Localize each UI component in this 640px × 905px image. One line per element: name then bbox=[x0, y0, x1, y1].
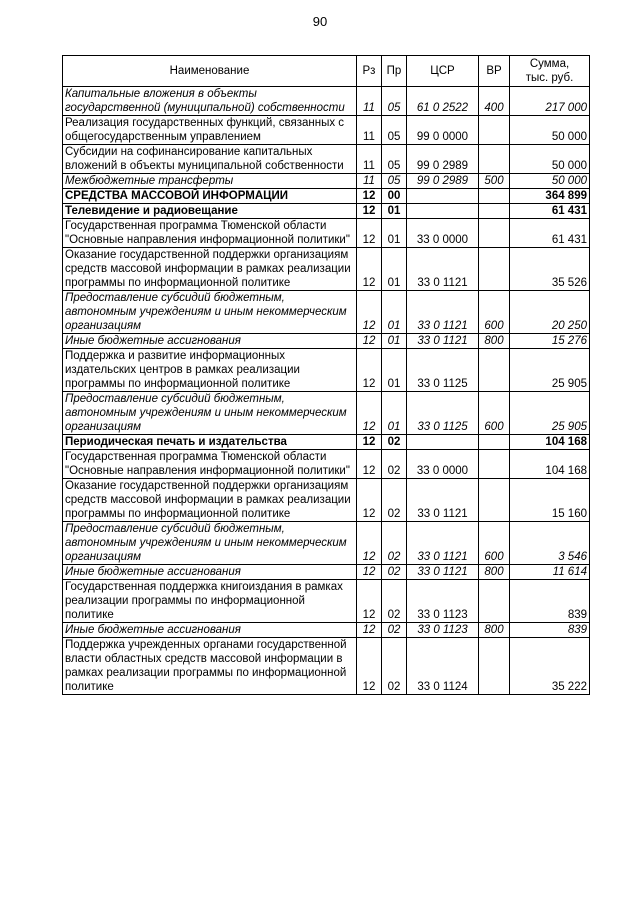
cell-csr: 61 0 2522 bbox=[407, 87, 479, 116]
cell-rz: 12 bbox=[357, 291, 382, 334]
cell-rz: 12 bbox=[357, 623, 382, 638]
table-row bbox=[63, 349, 590, 392]
table-row bbox=[63, 522, 590, 565]
cell-name: Реализация государственных функций, связанных с общегосударственным управлением bbox=[63, 116, 357, 145]
cell-name: Предоставление субсидий бюджетным, автономным учреждениям и иным некоммерческим организациям bbox=[63, 291, 357, 334]
cell-name: Предоставление субсидий бюджетным, автономным учреждениям и иным некоммерческим организациям bbox=[63, 392, 357, 435]
cell-csr: 33 0 1124 bbox=[407, 638, 479, 695]
cell-sum: 104 168 bbox=[510, 450, 590, 479]
cell-pr: 02 bbox=[382, 522, 407, 565]
table-row bbox=[63, 623, 590, 638]
cell-name: Иные бюджетные ассигнования bbox=[63, 565, 357, 580]
cell-pr: 01 bbox=[382, 291, 407, 334]
cell-sum: 839 bbox=[510, 623, 590, 638]
table-row bbox=[63, 450, 590, 479]
cell-sum: 50 000 bbox=[510, 116, 590, 145]
cell-csr: 33 0 1121 bbox=[407, 291, 479, 334]
header-name: Наименование bbox=[63, 56, 357, 87]
cell-vr bbox=[479, 580, 510, 623]
cell-pr: 01 bbox=[382, 219, 407, 248]
table-row bbox=[63, 435, 590, 450]
cell-csr: 33 0 1121 bbox=[407, 248, 479, 291]
cell-vr bbox=[479, 116, 510, 145]
cell-csr: 33 0 1125 bbox=[407, 349, 479, 392]
cell-rz: 12 bbox=[357, 565, 382, 580]
cell-csr: 33 0 1121 bbox=[407, 565, 479, 580]
cell-pr: 02 bbox=[382, 479, 407, 522]
cell-name: Межбюджетные трансферты bbox=[63, 174, 357, 189]
cell-csr: 99 0 2989 bbox=[407, 145, 479, 174]
cell-rz: 12 bbox=[357, 204, 382, 219]
cell-rz: 12 bbox=[357, 219, 382, 248]
cell-name: Предоставление субсидий бюджетным, автономным учреждениям и иным некоммерческим организациям bbox=[63, 522, 357, 565]
cell-name: Субсидии на софинансирование капитальных вложений в объекты муниципальной собственности bbox=[63, 145, 357, 174]
cell-sum: 104 168 bbox=[510, 435, 590, 450]
cell-csr bbox=[407, 189, 479, 204]
cell-pr: 05 bbox=[382, 116, 407, 145]
cell-csr: 99 0 0000 bbox=[407, 116, 479, 145]
cell-rz: 11 bbox=[357, 145, 382, 174]
cell-sum: 11 614 bbox=[510, 565, 590, 580]
cell-sum: 50 000 bbox=[510, 145, 590, 174]
cell-rz: 12 bbox=[357, 522, 382, 565]
cell-sum: 35 526 bbox=[510, 248, 590, 291]
table-row bbox=[63, 87, 590, 116]
cell-vr bbox=[479, 189, 510, 204]
table-row bbox=[63, 334, 590, 349]
cell-rz: 12 bbox=[357, 638, 382, 695]
cell-pr: 01 bbox=[382, 334, 407, 349]
cell-sum: 25 905 bbox=[510, 349, 590, 392]
cell-csr: 33 0 1121 bbox=[407, 479, 479, 522]
cell-csr: 99 0 2989 bbox=[407, 174, 479, 189]
cell-name: Государственная программа Тюменской области "Основные направления информационной политики" bbox=[63, 219, 357, 248]
cell-pr: 01 bbox=[382, 248, 407, 291]
cell-vr: 500 bbox=[479, 174, 510, 189]
cell-rz: 12 bbox=[357, 392, 382, 435]
cell-rz: 12 bbox=[357, 450, 382, 479]
cell-pr: 02 bbox=[382, 435, 407, 450]
cell-csr bbox=[407, 204, 479, 219]
table-row bbox=[63, 580, 590, 623]
cell-name: СРЕДСТВА МАССОВОЙ ИНФОРМАЦИИ bbox=[63, 189, 357, 204]
cell-pr: 00 bbox=[382, 189, 407, 204]
cell-name: Оказание государственной поддержки организациям средств массовой информации в рамках реализации программы по информационной политике bbox=[63, 479, 357, 522]
cell-sum: 3 546 bbox=[510, 522, 590, 565]
table-row bbox=[63, 392, 590, 435]
header-sum-line2: тыс. руб. bbox=[525, 72, 574, 84]
header-csr: ЦСР bbox=[407, 56, 479, 87]
cell-csr: 33 0 0000 bbox=[407, 450, 479, 479]
table-row bbox=[63, 174, 590, 189]
cell-pr: 05 bbox=[382, 145, 407, 174]
table-row bbox=[63, 219, 590, 248]
cell-pr: 02 bbox=[382, 638, 407, 695]
cell-name: Иные бюджетные ассигнования bbox=[63, 623, 357, 638]
cell-sum: 217 000 bbox=[510, 87, 590, 116]
table-row bbox=[63, 189, 590, 204]
table-row bbox=[63, 291, 590, 334]
cell-vr: 600 bbox=[479, 291, 510, 334]
cell-name: Поддержка учрежденных органами государственной власти областных средств массовой информации в рамках реализации программы по информационной политике bbox=[63, 638, 357, 695]
cell-sum: 15 160 bbox=[510, 479, 590, 522]
cell-sum: 25 905 bbox=[510, 392, 590, 435]
table-header-row bbox=[63, 56, 590, 87]
header-rz: Рз bbox=[357, 56, 382, 87]
cell-rz: 12 bbox=[357, 580, 382, 623]
cell-csr: 33 0 1121 bbox=[407, 522, 479, 565]
cell-vr: 400 bbox=[479, 87, 510, 116]
cell-csr: 33 0 0000 bbox=[407, 219, 479, 248]
cell-vr: 800 bbox=[479, 334, 510, 349]
cell-name: Государственная программа Тюменской области "Основные направления информационной политики" bbox=[63, 450, 357, 479]
cell-vr bbox=[479, 450, 510, 479]
cell-name: Оказание государственной поддержки организациям средств массовой информации в рамках реализации программы по информационной политике bbox=[63, 248, 357, 291]
table-row bbox=[63, 479, 590, 522]
cell-vr: 600 bbox=[479, 392, 510, 435]
cell-sum: 50 000 bbox=[510, 174, 590, 189]
cell-vr: 600 bbox=[479, 522, 510, 565]
cell-sum: 15 276 bbox=[510, 334, 590, 349]
cell-csr: 33 0 1123 bbox=[407, 580, 479, 623]
cell-csr: 33 0 1125 bbox=[407, 392, 479, 435]
cell-sum: 61 431 bbox=[510, 219, 590, 248]
page-number: 90 bbox=[312, 14, 328, 29]
cell-vr bbox=[479, 638, 510, 695]
cell-pr: 01 bbox=[382, 349, 407, 392]
cell-pr: 02 bbox=[382, 450, 407, 479]
cell-pr: 05 bbox=[382, 174, 407, 189]
cell-csr bbox=[407, 435, 479, 450]
cell-sum: 20 250 bbox=[510, 291, 590, 334]
cell-sum: 839 bbox=[510, 580, 590, 623]
header-sum-line1: Сумма, bbox=[529, 58, 570, 70]
cell-rz: 12 bbox=[357, 435, 382, 450]
cell-pr: 01 bbox=[382, 204, 407, 219]
cell-vr bbox=[479, 479, 510, 522]
cell-vr bbox=[479, 204, 510, 219]
cell-pr: 02 bbox=[382, 565, 407, 580]
cell-name: Периодическая печать и издательства bbox=[63, 435, 357, 450]
cell-name: Телевидение и радиовещание bbox=[63, 204, 357, 219]
cell-rz: 11 bbox=[357, 87, 382, 116]
header-pr: Пр bbox=[382, 56, 407, 87]
cell-rz: 12 bbox=[357, 349, 382, 392]
table-row bbox=[63, 116, 590, 145]
cell-pr: 05 bbox=[382, 87, 407, 116]
cell-rz: 12 bbox=[357, 189, 382, 204]
cell-vr: 800 bbox=[479, 565, 510, 580]
table-row bbox=[63, 248, 590, 291]
table-row bbox=[63, 145, 590, 174]
cell-rz: 12 bbox=[357, 334, 382, 349]
budget-table bbox=[62, 55, 590, 695]
cell-rz: 11 bbox=[357, 174, 382, 189]
table-row bbox=[63, 638, 590, 695]
cell-pr: 02 bbox=[382, 580, 407, 623]
cell-sum: 364 899 bbox=[510, 189, 590, 204]
table-row bbox=[63, 204, 590, 219]
cell-vr bbox=[479, 349, 510, 392]
cell-sum: 35 222 bbox=[510, 638, 590, 695]
cell-pr: 01 bbox=[382, 392, 407, 435]
cell-name: Государственная поддержка книгоиздания в рамках реализации программы по информационной политике bbox=[63, 580, 357, 623]
cell-vr: 800 bbox=[479, 623, 510, 638]
header-sum bbox=[510, 56, 590, 87]
cell-rz: 12 bbox=[357, 248, 382, 291]
cell-vr bbox=[479, 435, 510, 450]
header-vr: ВР bbox=[479, 56, 510, 87]
cell-rz: 11 bbox=[357, 116, 382, 145]
cell-vr bbox=[479, 145, 510, 174]
cell-pr: 02 bbox=[382, 623, 407, 638]
cell-name: Капитальные вложения в объекты государственной (муниципальной) собственности bbox=[63, 87, 357, 116]
cell-name: Иные бюджетные ассигнования bbox=[63, 334, 357, 349]
table-body bbox=[63, 87, 590, 695]
cell-csr: 33 0 1121 bbox=[407, 334, 479, 349]
cell-rz: 12 bbox=[357, 479, 382, 522]
cell-vr bbox=[479, 248, 510, 291]
cell-sum: 61 431 bbox=[510, 204, 590, 219]
table-row bbox=[63, 565, 590, 580]
cell-csr: 33 0 1123 bbox=[407, 623, 479, 638]
cell-vr bbox=[479, 219, 510, 248]
cell-name: Поддержка и развитие информационных издательских центров в рамках реализации программы по информационной политике bbox=[63, 349, 357, 392]
